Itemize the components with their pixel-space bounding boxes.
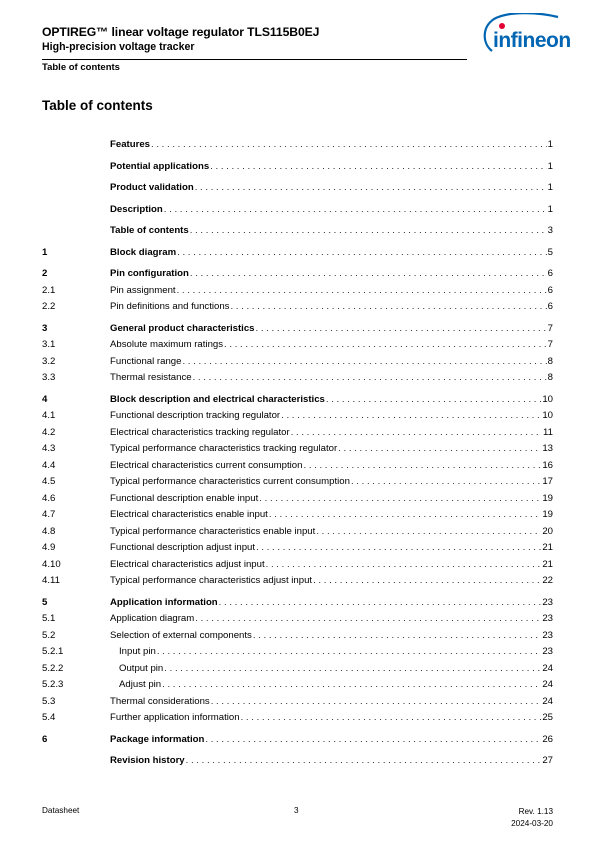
toc-entry-number: 4.6 [42,493,56,504]
toc-entry-page: 1 [547,182,553,193]
toc-entry[interactable] [42,224,553,237]
toc-entry-title: Functional range [110,356,182,367]
toc-entry-number: 4.7 [42,509,56,520]
toc-entry-number: 4.8 [42,526,56,537]
toc-entry-page: 26 [542,734,553,745]
toc-entry-link[interactable] [110,442,553,455]
toc-entry-title: Selection of external components [110,630,252,641]
dot-leader [241,711,542,724]
dot-leader [326,393,541,406]
toc-entry-link[interactable] [110,612,553,625]
toc-entry-title: Output pin [119,663,164,674]
toc-entry-page: 6 [547,268,553,279]
dot-leader [338,442,541,455]
toc-entry-link[interactable] [110,338,553,351]
toc-entry-number: 3.1 [42,339,56,350]
dot-leader [351,475,541,488]
toc-entry-page: 1 [547,204,553,215]
toc-entry[interactable] [42,246,553,259]
toc-entry-link[interactable] [110,475,553,488]
toc-entry[interactable] [42,754,553,767]
toc-entry-link[interactable] [110,525,553,538]
toc-entry[interactable] [42,138,553,151]
toc-entry-link[interactable] [110,267,553,280]
toc-entry[interactable] [42,678,553,691]
toc-entry-title: Electrical characteristics enable input [110,509,268,520]
toc-entry-page: 3 [547,225,553,236]
dot-leader [190,267,547,280]
toc-entry-link[interactable] [119,645,553,658]
toc-entry-page: 22 [542,575,553,586]
toc-entry-number: 4.4 [42,460,56,471]
toc-entry-number: 5.2.2 [42,663,64,674]
toc-entry[interactable] [42,558,553,571]
toc-entry-title: Further application information [110,712,240,723]
toc-entry-title: Pin configuration [110,268,189,279]
toc-entry-number: 5.2 [42,630,56,641]
toc-entry-number: 2.1 [42,285,56,296]
toc-entry-link[interactable] [110,203,553,216]
toc-entry[interactable] [42,442,553,455]
toc-entry-title: Thermal resistance [110,372,192,383]
dot-leader [164,203,547,216]
toc-entry[interactable] [42,371,553,384]
dot-leader [230,300,546,313]
toc-entry-number: 5.1 [42,613,56,624]
toc-entry-link[interactable] [110,371,553,384]
toc-entry-page: 16 [542,460,553,471]
toc-entry-number: 2.2 [42,301,56,312]
toc-entry-page: 17 [542,476,553,487]
toc-entry-number: 4.9 [42,542,56,553]
toc-entry[interactable] [42,612,553,625]
header-section-label: Table of contents [42,62,120,73]
toc-entry[interactable] [42,284,553,297]
toc-entry-number: 6 [42,734,48,745]
toc-entry-number: 1 [42,247,48,258]
toc-entry-title: Typical performance characteristics tracking regulator [110,443,338,454]
toc-entry[interactable] [42,300,553,313]
toc-entry-title: Description [110,204,163,215]
toc-entry-page: 11 [543,427,553,438]
toc-entry-page: 23 [542,597,553,608]
toc-entry-title: Thermal considerations [110,696,210,707]
toc-entry-page: 19 [542,509,553,520]
toc-entry-title: Block diagram [110,247,177,258]
toc-entry[interactable] [42,695,553,708]
toc-entry-title: Typical performance characteristics adjust input [110,575,313,586]
dot-leader [182,355,546,368]
toc-entry-link[interactable] [110,160,553,173]
toc-entry-page: 27 [542,755,553,766]
toc-entry[interactable] [42,645,553,658]
dot-leader [303,459,541,472]
dot-leader [291,426,542,439]
toc-entry-page: 25 [542,712,553,723]
toc-entry[interactable] [42,733,553,746]
dot-leader [195,612,541,625]
toc-entry-link[interactable] [110,629,553,642]
dot-leader [256,541,541,554]
toc-entry[interactable] [42,338,553,351]
dot-leader [313,574,541,587]
toc-entry-title: Absolute maximum ratings [110,339,224,350]
toc-entry-page: 21 [542,559,553,570]
toc-entry[interactable] [42,267,553,280]
toc-entry-link[interactable] [110,322,553,335]
toc-entry-link[interactable] [110,541,553,554]
toc-entry[interactable] [42,426,553,439]
dot-leader [193,371,547,384]
toc-entry-number: 5.4 [42,712,56,723]
toc-entry[interactable] [42,409,553,422]
dot-leader [269,508,541,521]
dot-leader [186,754,542,767]
dot-leader [177,284,547,297]
toc-entry-number: 4.10 [42,559,61,570]
toc-entry-link[interactable] [119,662,553,675]
toc-entry-page: 13 [542,443,553,454]
toc-entry-link[interactable] [110,426,553,439]
toc-entry-number: 4 [42,394,48,405]
toc-entry-page: 7 [547,323,553,334]
footer-doc-type: Datasheet [42,806,80,815]
toc-entry-page: 6 [547,285,553,296]
dot-leader [164,662,541,675]
dot-leader [157,645,542,658]
toc-entry-title: Pin definitions and functions [110,301,230,312]
toc-entry-page: 5 [547,247,553,258]
toc-entry[interactable] [42,662,553,675]
dot-leader [162,678,541,691]
dot-leader [256,322,547,335]
toc-heading: Table of contents [42,98,153,113]
toc-entry-link[interactable] [110,409,553,422]
toc-entry-number: 5.2.3 [42,679,64,690]
dot-leader [253,629,541,642]
toc-entry-link[interactable] [110,284,553,297]
dot-leader [195,181,547,194]
toc-entry-link[interactable] [110,695,553,708]
toc-entry-page: 8 [547,356,553,367]
toc-entry-page: 24 [542,696,553,707]
document-title: OPTIREG™ linear voltage regulator TLS115B0EJ [42,25,320,39]
dot-leader [224,338,547,351]
toc-entry-title: Adjust pin [119,679,162,690]
toc-entry[interactable] [42,181,553,194]
toc-entry-title: Typical performance characteristics enable input [110,526,316,537]
toc-entry-number: 5.2.1 [42,646,64,657]
toc-entry-number: 3.2 [42,356,56,367]
toc-entry-title: General product characteristics [110,323,255,334]
footer-revision-number: Rev. 1.13 [518,807,553,816]
toc-entry[interactable] [42,629,553,642]
toc-entry[interactable] [42,596,553,609]
dot-leader [190,224,547,237]
toc-entry-link[interactable] [110,393,553,406]
footer-revision-date: 2024-03-20 [511,819,553,828]
toc-entry[interactable] [42,475,553,488]
dot-leader [177,246,547,259]
toc-entry-link[interactable] [110,733,553,746]
toc-entry-title: Revision history [110,755,185,766]
toc-entry-title: Table of contents [110,225,189,236]
toc-entry-link[interactable] [110,181,553,194]
toc-entry-link[interactable] [119,678,553,691]
dot-leader [281,409,541,422]
toc-entry-link[interactable] [110,459,553,472]
toc-entry-number: 4.3 [42,443,56,454]
toc-entry-number: 4.5 [42,476,56,487]
toc-entry[interactable] [42,508,553,521]
dot-leader [210,160,547,173]
dot-leader [266,558,542,571]
toc-entry-page: 6 [547,301,553,312]
toc-entry-page: 24 [542,679,553,690]
toc-entry-number: 2 [42,268,48,279]
toc-entry[interactable] [42,203,553,216]
dot-leader [211,695,542,708]
toc-entry-title: Product validation [110,182,194,193]
toc-entry-title: Electrical characteristics adjust input [110,559,265,570]
toc-entry-title: Functional description adjust input [110,542,256,553]
toc-entry-title: Potential applications [110,161,210,172]
toc-entry-title: Input pin [119,646,156,657]
toc-entry-page: 21 [542,542,553,553]
toc-entry-link[interactable] [110,711,553,724]
toc-entry[interactable] [42,541,553,554]
logo-wordmark: infineon [493,29,571,52]
toc-entry-title: Package information [110,734,205,745]
toc-entry-page: 24 [542,663,553,674]
toc-entry-title: Typical performance characteristics current consumption [110,476,350,487]
toc-entry-page: 7 [547,339,553,350]
toc-entry[interactable] [42,393,553,406]
toc-entry-number: 3.3 [42,372,56,383]
toc-entry-number: 5 [42,597,48,608]
toc-entry-page: 23 [542,630,553,641]
toc-entry[interactable] [42,322,553,335]
toc-entry-page: 10 [542,410,553,421]
toc-entry-page: 19 [542,493,553,504]
toc-entry-title: Pin assignment [110,285,176,296]
toc-entry-title: Functional description enable input [110,493,259,504]
toc-entry-title: Application diagram [110,613,195,624]
toc-entry-link[interactable] [110,300,553,313]
toc-entry-number: 3 [42,323,48,334]
toc-entry-page: 20 [542,526,553,537]
toc-entry-page: 8 [547,372,553,383]
toc-entry-title: Functional description tracking regulator [110,410,281,421]
toc-entry-title: Features [110,139,150,150]
toc-entry[interactable] [42,492,553,505]
toc-entry-page: 1 [547,139,553,150]
toc-entry-page: 23 [542,613,553,624]
toc-entry-page: 23 [542,646,553,657]
toc-entry[interactable] [42,459,553,472]
document-subtitle: High-precision voltage tracker [42,41,195,53]
toc-entry-title: Electrical characteristics current consumption [110,460,303,471]
toc-entry-link[interactable] [110,492,553,505]
toc-entry-link[interactable] [110,224,553,237]
toc-entry-title: Electrical characteristics tracking regulator [110,427,290,438]
dot-leader [259,492,541,505]
dot-leader [151,138,547,151]
toc-entry[interactable] [42,160,553,173]
toc-entry-number: 4.11 [42,575,60,586]
footer-revision [511,806,553,830]
toc-entry-number: 4.1 [42,410,56,421]
toc-entry-link[interactable] [110,596,553,609]
footer-page-number: 3 [294,806,299,815]
toc-entry-link[interactable] [110,246,553,259]
toc-entry-number: 5.3 [42,696,56,707]
toc-entry-title: Block description and electrical characteristics [110,394,325,405]
toc-entry-page: 1 [547,161,553,172]
toc-entry-page: 10 [542,394,553,405]
toc-entry[interactable] [42,711,553,724]
toc-entry-link[interactable] [110,355,553,368]
toc-entry-link[interactable] [110,508,553,521]
dot-leader [205,733,541,746]
toc-entry-link[interactable] [110,558,553,571]
toc-entry[interactable] [42,525,553,538]
dot-leader [316,525,541,538]
toc-entry[interactable] [42,355,553,368]
toc-entry-title: Application information [110,597,218,608]
toc-entry-link[interactable] [110,754,553,767]
toc-entry[interactable] [42,574,553,587]
toc-entry-number: 4.2 [42,427,56,438]
toc-entry-link[interactable] [110,574,553,587]
toc-entry-link[interactable] [110,138,553,151]
dot-leader [219,596,542,609]
